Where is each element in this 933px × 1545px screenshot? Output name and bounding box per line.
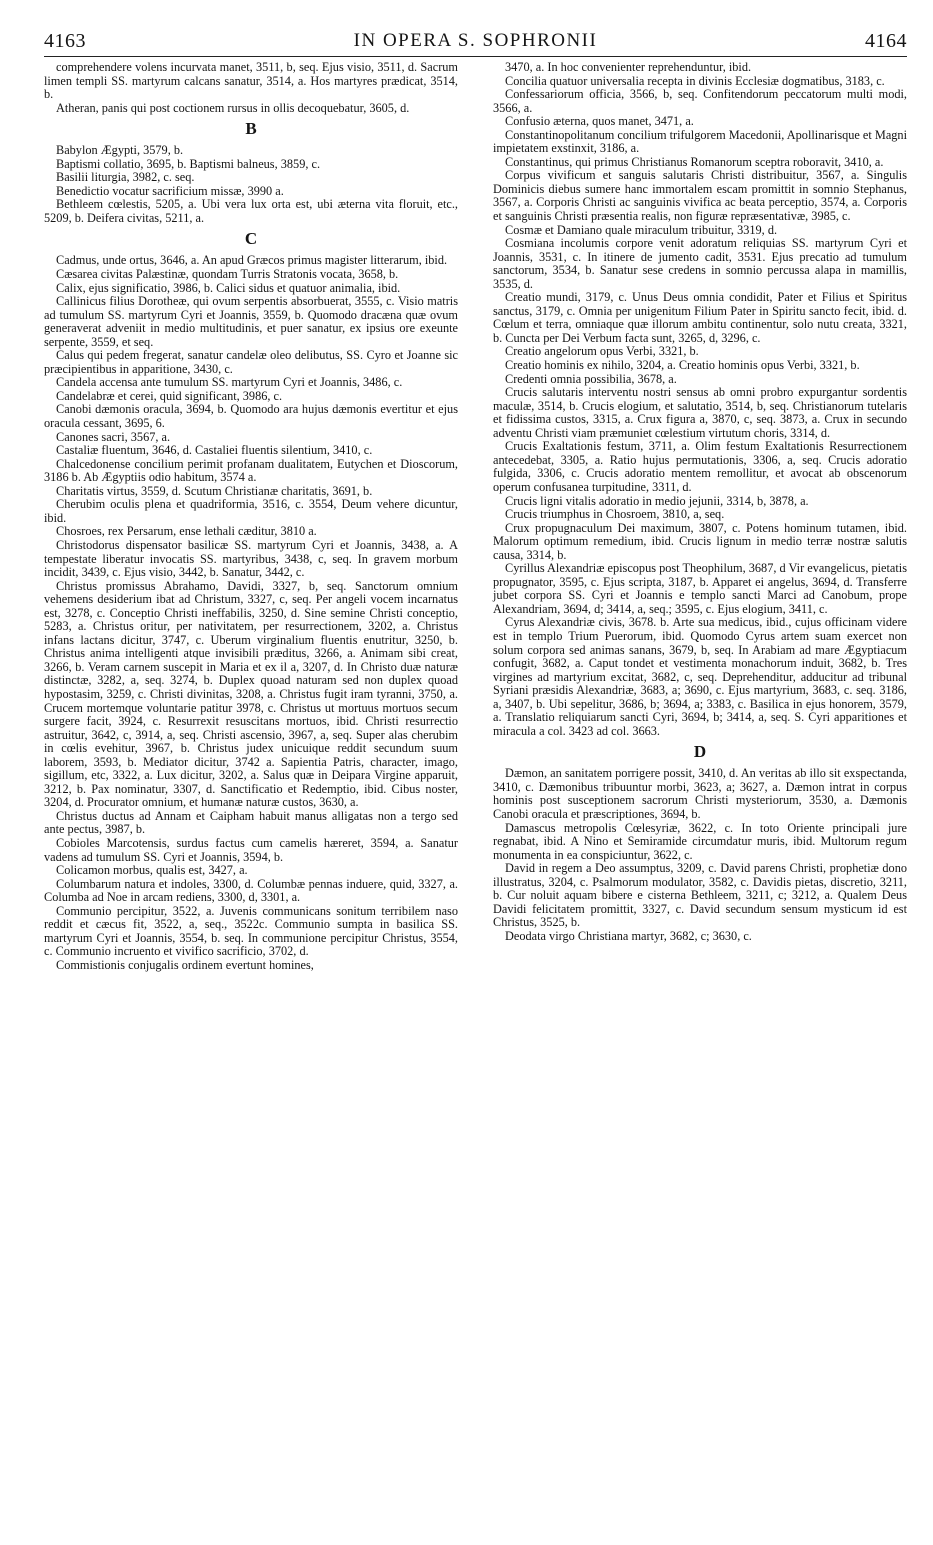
index-entry: Basilii liturgia, 3982, c. seq.	[56, 170, 195, 185]
index-entry: Calix, ejus significatio, 3986, b. Calici sidus et quatuor animalia, ibid.	[56, 280, 401, 295]
index-entry: Cosmæ et Damiano quale miraculum tribuitur, 3319, d.	[505, 222, 778, 237]
right-page-number: 4164	[865, 30, 907, 52]
index-entry: Christodorus dispensator basilicæ SS. martyrum Cyri et Joannis, 3438, a. A tempestate liberatur invocatis SS. martyribus, 3438, c, seq. In gravem morbum incidit, 3439, c. Ejus visio, 3442, b. Sanatur, 3442, c.	[44, 537, 458, 580]
index-entry: Christus promissus Abrahamo, Davidi, 3327, b, seq. Sanctorum omnium vehemens desiderium ibat ad Christum, 3327, c, seq. Per angeli vocem incarnatus est, 3278, c. Conceptio Christi ineffabilis, 3250, d. Sine semine Christi conceptio, 5283, a. Christus oritur, per nativitatem, per resurrectionem, 3202, a. Christus infans lactans dicitur, 3747, c. Uberum virginalium fluentis enutritur, 3250, b. Christus anima intelligenti atque invisibili præditus, 3266, a. Animam sibi creat, 3266, b. Veram carnem suscepit in Maria et ex il a, 3207, d. In Christo duæ naturæ distinctæ, 3282, a, seq. 3274, b. Duplex quoad naturam sed non duplex quoad hypostasim, 3259, c. Christi divinitas, 3208, a. Christus fugit iram tyranni, 3750, a. Crucem mortemque voluntarie patitur 3978, c. Christus ut mortuus mortuos secum surgere facit, 3924, c. Resurrexit resuscitans mortuos, ibid. Christi resurrectio astruitur, 3642, c, 3914, a, seq. Christi ascensio, 3967, a, seq. Super alas cherubim in cœlis evehitur, 3967, b. Christus judex unicuique reddit secundum suum laborem, 3593, b. Mediator dicitur, 3742 a. Sapientia Patris, character, imago, sigillum, etc, 3322, a. Lux dicitur, 3202, a. Salus quæ in Deipara Virgine apparuit, 3212, b. Pax nominatur, 3307, d. Sanctificatio et Redemptio, ibid. Cibus noster, 3204, d. Procurator omnium, et humanæ naturæ custos, 3630, a.	[44, 578, 458, 810]
index-entry: Callinicus filius Dorotheæ, qui ovum serpentis absorbuerat, 3555, c. Visio matris ad tumulum SS. martyrum Cyri et Joannis, 3559, b. Quomodo dracæna quæ ovum generaverat adveniit in medio multitudinis, et puer sanatur, ex ipsius ore exeunte serpente, 3559, et seq.	[44, 294, 458, 349]
index-entry: Creatio angelorum opus Verbi, 3321, b.	[505, 344, 699, 359]
index-entry: Cherubim oculis plena et quadriformia, 3516, c. 3554, Deum vehere dicuntur, ibid.	[44, 497, 458, 525]
index-entry: Crucis ligni vitalis adoratio in medio jejunii, 3314, b, 3878, a.	[505, 493, 809, 508]
index-entry: Crucis triumphus in Chosroem, 3810, a, seq.	[505, 507, 725, 522]
index-entry: Bethleem cœlestis, 5205, a. Ubi vera lux orta est, ubi æterna vita floruit, etc., 5209, b. Deifera civitas, 5211, a.	[44, 197, 458, 225]
right-column	[493, 61, 907, 972]
section-letter: C	[244, 229, 258, 249]
running-title: IN OPERA S. SOPHRONII	[353, 30, 598, 51]
index-entry: Corpus vivificum et sanguis salutaris Christi distribuitur, 3567, a. Singulis Dominicis diebus sumere hanc immortalem escam promittit in somnio Stephanus, 3567, a. Corporis Christi ac sanguinis vivifica ac beata perceptio, 3574, a. Corporis et sanguinis Christi præsentia realis, non figuræ repræsentativæ, 3985, c.	[493, 168, 907, 224]
index-entry: Calus qui pedem fregerat, sanatur candelæ oleo delibutus, SS. Cyro et Joanne sic præcipientibus in apparitione, 3430, c.	[44, 348, 458, 376]
index-entry: Canobi dæmonis oracula, 3694, b. Quomodo ara hujus dæmonis evertitur et ejus oracula cessant, 3695, 6.	[44, 402, 458, 431]
index-entry: Atheran, panis qui post coctionem rursus in ollis decoquebatur, 3605, d.	[56, 100, 410, 115]
index-entry: Credenti omnia possibilia, 3678, a.	[505, 371, 677, 386]
left-page-number: 4163	[44, 30, 86, 52]
index-entry: Charitatis virtus, 3559, d. Scutum Christianæ charitatis, 3691, b.	[56, 483, 373, 498]
index-entry: Cosmiana incolumis corpore venit adoratum reliquias SS. martyrum Cyri et Joannis, 3531, c. In itinere de jumento cadit, 3531. Ejus precatio ad tumulum sanctorum, 3534, b. Sanatur sese credens in somnio percussa alapa in mamillis, 3535, d.	[493, 236, 907, 291]
index-entry: Baptismi collatio, 3695, b. Baptismi balneus, 3859, c.	[56, 156, 321, 171]
index-entry: Concilia quatuor universalia recepta in divinis Ecclesiæ dogmatibus, 3183, c.	[505, 73, 885, 88]
index-entry: Crucis Exaltationis festum, 3711, a. Olim festum Exaltationis Resurrectionem antecedebat, 3305, a. Ratio hujus permutationis, 3306, a, seq. Crucis adoratio fulgida, 3306, c. Crucis adoratio mentem remollitur, et avocat ab obscenorum operum confusanea turpitudine, 3311, d.	[493, 439, 907, 494]
index-entry: Candela accensa ante tumulum SS. martyrum Cyri et Joannis, 3486, c.	[56, 375, 403, 390]
index-entry: comprehendere volens incurvata manet, 3511, b, seq. Ejus visio, 3511, d. Sacrum limen templi SS. martyrum calcans sanatur, 3514, a. Hos martyres prædicat, 3514, b.	[44, 60, 458, 102]
left-column	[44, 61, 458, 972]
index-entry: Cæsarea civitas Palæstinæ, quondam Turris Stratonis vocata, 3658, b.	[56, 267, 399, 282]
index-entry: Confessariorum officia, 3566, b, seq. Confitendorum peccatorum multi modi, 3566, a.	[493, 87, 907, 115]
index-entry: Columbarum natura et indoles, 3300, d. Columbæ pennas induere, quid, 3327, a. Columba ad Noe in arcam rediens, 3300, d, 3301, a.	[44, 876, 458, 905]
index-entry: Constantinus, qui primus Christianus Romanorum sceptra roboravit, 3410, a.	[505, 154, 884, 169]
index-entry: Benedictio vocatur sacrificium missæ, 3990 a.	[56, 183, 284, 198]
index-entry: Crucis salutaris interventu nostri sensus ab omni probro expurgantur sordentis maculæ, 3514, b. Crucis elogium, et salutatio, 3514, b, seq. Christianorum tutelaris et fidissima custos, 3315, a. Crux figura a, 3870, c, seq. 3873, a. Crux in secundo adventu Christi viam præmuniet cœlestium virtutum choris, 3314, d.	[493, 385, 907, 440]
index-entry: Castaliæ fluentum, 3646, d. Castaliei fluentis silentium, 3410, c.	[56, 443, 373, 458]
index-entry: Candelabræ et cerei, quid significant, 3986, c.	[56, 388, 283, 403]
index-entry: Dæmon, an sanitatem porrigere possit, 3410, d. An veritas ab illo sit exspectanda, 3410, c. Dæmonibus tribuuntur morbi, 3623, a; 3627, a. Dæmon intrat in corpus hominis post susceptionem sacrorum Christi mysteriorum, 3530, a. Dæmonis Canobi oracula et præscriptiones, 3694, b.	[493, 766, 907, 821]
index-entry: Confusio æterna, quos manet, 3471, a.	[505, 114, 694, 129]
index-entry: Crux propugnaculum Dei maximum, 3807, c. Potens hominum tutamen, ibid. Malorum optimum remedium, ibid. Crucis lignum in medio terræ nostræ salutis causa, 3314, b.	[493, 520, 907, 562]
index-entry: Babylon Ægypti, 3579, b.	[56, 143, 184, 158]
index-entry: Chalcedonense concilium perimit profanam dualitatem, Eutychen et Dioscorum, 3186 b. Ab Ægyptiis odio habitum, 3574 a.	[44, 456, 458, 485]
section-letter: D	[693, 742, 707, 762]
index-entry: Deodata virgo Christiana martyr, 3682, c; 3630, c.	[505, 928, 752, 943]
index-entry: 3470, a. In hoc convenienter reprehenduntur, ibid.	[505, 60, 752, 74]
index-entry: Canones sacri, 3567, a.	[56, 429, 171, 444]
index-entry: Constantinopolitanum concilium trifulgorem Macedonii, Apollinarisque et Magni impietatem exstinxit, 3186, a.	[493, 127, 907, 156]
index-entry: David in regem a Deo assumptus, 3209, c. David parens Christi, prophetiæ dono illustratus, 3204, c. Psalmorum modulator, 3582, c. Davidis pietas, discretio, 3211, b. Cur noluit aquam bibere e cisterna Bethleem, 3211, c; 3212, a. Qualem Deus Davidi felicitatem promittit, 3327, c. David secundum sensum mysticum id est Christus, 3525, b.	[493, 861, 907, 930]
index-entry: Damascus metropolis Cœlesyriæ, 3622, c. In toto Oriente principali jure regnabat, ibid. A Nino et Semiramide circumdatur muris, ibid. Multorum regum monumenta in ea conspiciuntur, 3622, c.	[493, 820, 907, 862]
index-entry: Cadmus, unde ortus, 3646, a. An apud Græcos primus magister litterarum, ibid.	[56, 253, 448, 268]
index-entry: Cyrillus Alexandriæ episcopus post Theophilum, 3687, d Vir evangelicus, pietatis propugnator, 3595, c. Ejus scripta, 3187, b. Apparet ei angelus, 3694, d. Transferre jubet corpora SS. Cyri et Joannis e templo sancti Marci ad Canobum, prope Alexandriam, 3694, d; 3414, a, seq.; 3595, c. Ejus elogium, 3411, c.	[493, 561, 907, 616]
index-entry: Creatio mundi, 3179, c. Unus Deus omnia condidit, Pater et Filius et Spiritus sanctus, 3179, c. Omnia per unigenitum Filium Pater in Spiritu sancto fecit, ibid. d. Cœlum et terra, omniaque quæ illorum ambitu continentur, solo nutu creata, 3321, b. Cuncta per Dei Verbum facta sunt, 3265, d, 3296, c.	[493, 290, 907, 345]
index-columns	[44, 61, 907, 972]
index-entry: Colicamon morbus, qualis est, 3427, a.	[56, 863, 248, 878]
page-header	[44, 30, 907, 57]
index-entry: Creatio hominis ex nihilo, 3204, a. Creatio hominis opus Verbi, 3321, b.	[505, 358, 860, 373]
index-entry: Cobioles Marcotensis, surdus factus cum camelis hæreret, 3594, a. Sanatur vadens ad tumulum SS. Cyri et Joannis, 3594, b.	[44, 835, 458, 864]
index-entry: Commistionis conjugalis ordinem evertunt homines,	[56, 957, 314, 972]
section-letter: B	[245, 119, 257, 139]
index-entry: Chosroes, rex Persarum, ense lethali cæditur, 3810 a.	[56, 524, 317, 539]
index-entry: Christus ductus ad Annam et Caipham habuit manus alligatas non a tergo sed ante pectus, 3987, b.	[44, 808, 458, 837]
index-entry: Communio percipitur, 3522, a. Juvenis communicans sonitum terribilem naso reddit et cæcus fit, 3522, a, seq., 3522c. Communio sumpta in basilica SS. martyrum Cyri et Joannis, 3554, b. seq. In communione percipitur Christus, 3554, c. Communio incruento et vivifico sacrificio, 3702, d.	[44, 903, 458, 959]
index-entry: Cyrus Alexandriæ civis, 3678. b. Arte sua medicus, ibid., cujus officinam videre est in templo Trium Puerorum, ibid. Quomodo Cyrus artem suam exercet non solum corpora sed animas sanans, 3679, b, seq. In Arabiam ad mare Ægyptiacum confugit, 3682, a. Caput tondet et vestimenta monachorum induit, 3682, b. Tres virgines ad martyrium excitat, 3682, c, seq. Deprehenditur, adducitur ad tribunal Syriani præsidis Alexandriæ, 3683, a; 3690, c. Ejus martyrium, 3683, c. seq. 3186, a, 3407, b. Ubi sepelitur, 3686, b; 3694, a; 3383, c. Basilica in ejus honorem, 3579, a. Translatio reliquiarum sancti Cyri, 3694, b; 3414, a, seq. S. Cyri apparitiones et miracula a col. 3423 ad col. 3663.	[493, 615, 907, 738]
